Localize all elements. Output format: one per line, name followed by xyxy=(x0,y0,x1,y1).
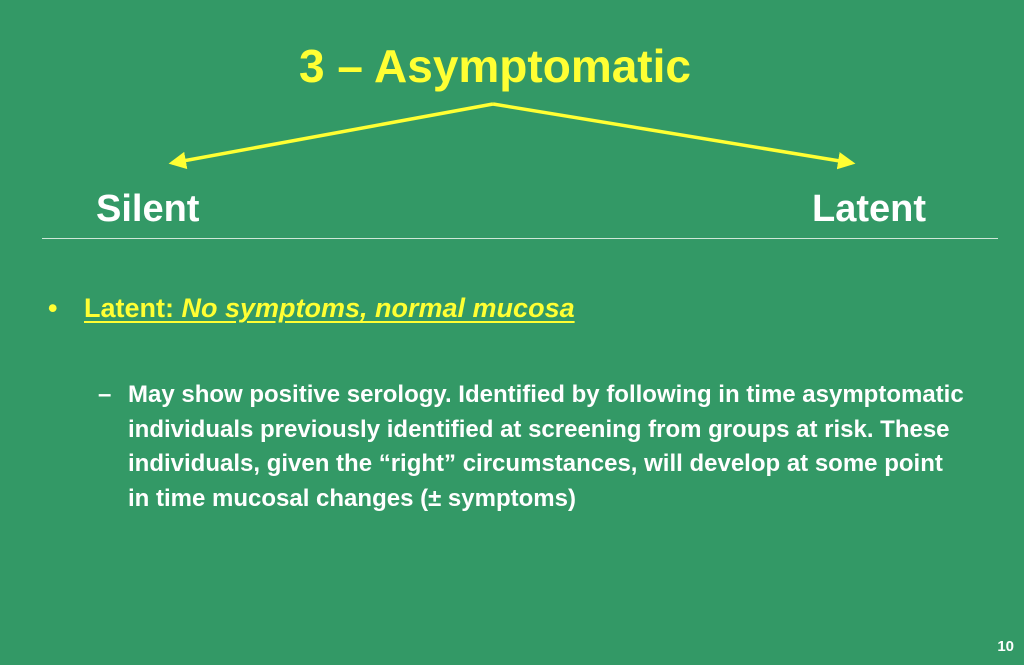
bullet-emphasis: No symptoms, normal mucosa xyxy=(181,293,575,323)
sub-bullet-item xyxy=(98,378,968,516)
bullet-item xyxy=(48,290,575,326)
slide-title: 3 – Asymptomatic xyxy=(299,40,691,92)
branch-label-latent: Latent xyxy=(812,188,926,230)
arrow-right xyxy=(493,104,852,163)
sub-bullet-text: May show positive serology. Identified by following in time asymptomatic individuals previously identified at screening from groups at risk. These individuals, given the “right” circumstances, will develop at some point in time mucosal changes (± symptoms) xyxy=(128,381,964,512)
branch-label-silent: Silent xyxy=(96,188,200,230)
bullet-text xyxy=(84,293,575,323)
sub-bullet-marker: – xyxy=(98,381,112,408)
bullet-marker: • xyxy=(48,293,58,323)
page-number: 10 xyxy=(997,638,1014,655)
arrow-left xyxy=(172,104,493,163)
divider-line xyxy=(42,238,998,239)
bullet-label: Latent: xyxy=(84,293,182,323)
